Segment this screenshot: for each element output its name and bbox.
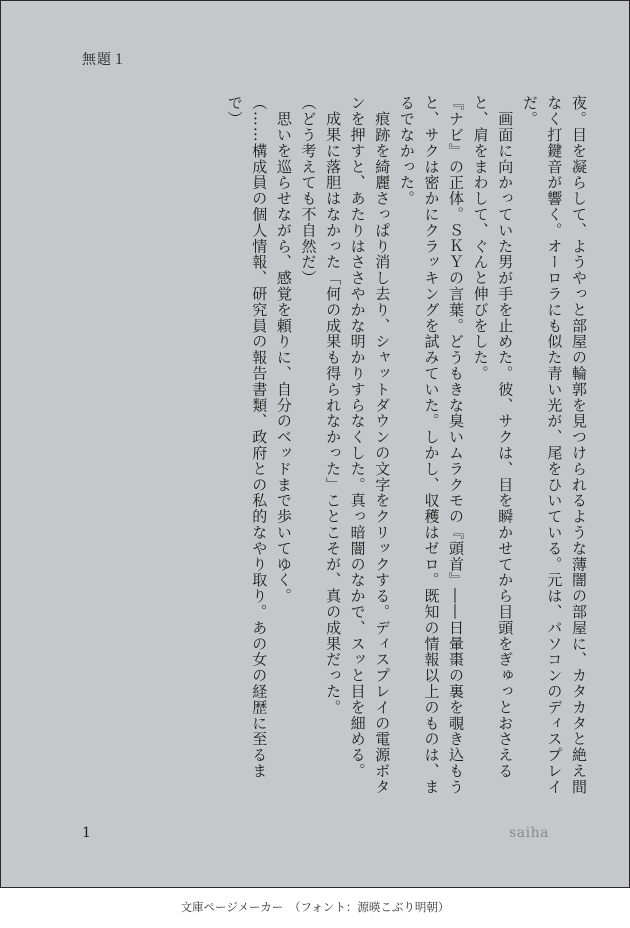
paragraph: 夜。目を凝らして、ようやっと部屋の輪郭を見つけられるような薄闇の部屋に、カタカタと絶え間なく打鍵音が響く。オーロラにも似た青い光が、尾をひいている。元は、パソコンのディスプレイだ。	[520, 95, 588, 795]
paragraph: 思いを巡らせながら、感覚を頼りに、自分のベッドまで歩いてゆく。	[274, 95, 293, 604]
vertical-body-text	[71, 95, 591, 795]
paragraph: （どう考えても不自然だ）	[299, 95, 318, 286]
paragraph: 『ナビ』の正体。ＳＫＹの言葉。どうもきな臭いムラクモの『頭首』――日暈棗の裏を覗き込もうと、サクは密かにクラッキングを試みていた。しかし、収穫はゼロ。既知の情報以上のものは、まるでなかった。	[397, 95, 466, 795]
page-title: 無題１	[82, 52, 127, 68]
footer-caption: 文庫ページメーカー （フォント：源暎こぶり明朝）	[180, 900, 450, 914]
author-name: saiha	[509, 825, 549, 841]
paragraph: （……構成員の個人情報、研究員の報告書類、政府との私的なやり取り。あの女の経歴に至るまで）	[225, 95, 269, 779]
paragraph: 画面に向かっていた男が手を止めた。彼、サクは、目を瞬かせてから目頭をぎゅっとおさえると、肩をまわして、ぐんと伸びをした。	[471, 95, 515, 779]
paragraph: 成果に落胆はなかった「何の成果も得られなかった」ことこそが、真の成果だった。	[324, 95, 343, 716]
page-number: 1	[82, 825, 91, 841]
paragraph: 痕跡を綺麗さっぱり消し去り、シャットダウンの文字をクリックする。ディスプレイの電源ボタンを押すと、あたりはささやかな明かりすらなくした。真っ暗闇のなかで、スッと目を細める。	[348, 95, 392, 795]
